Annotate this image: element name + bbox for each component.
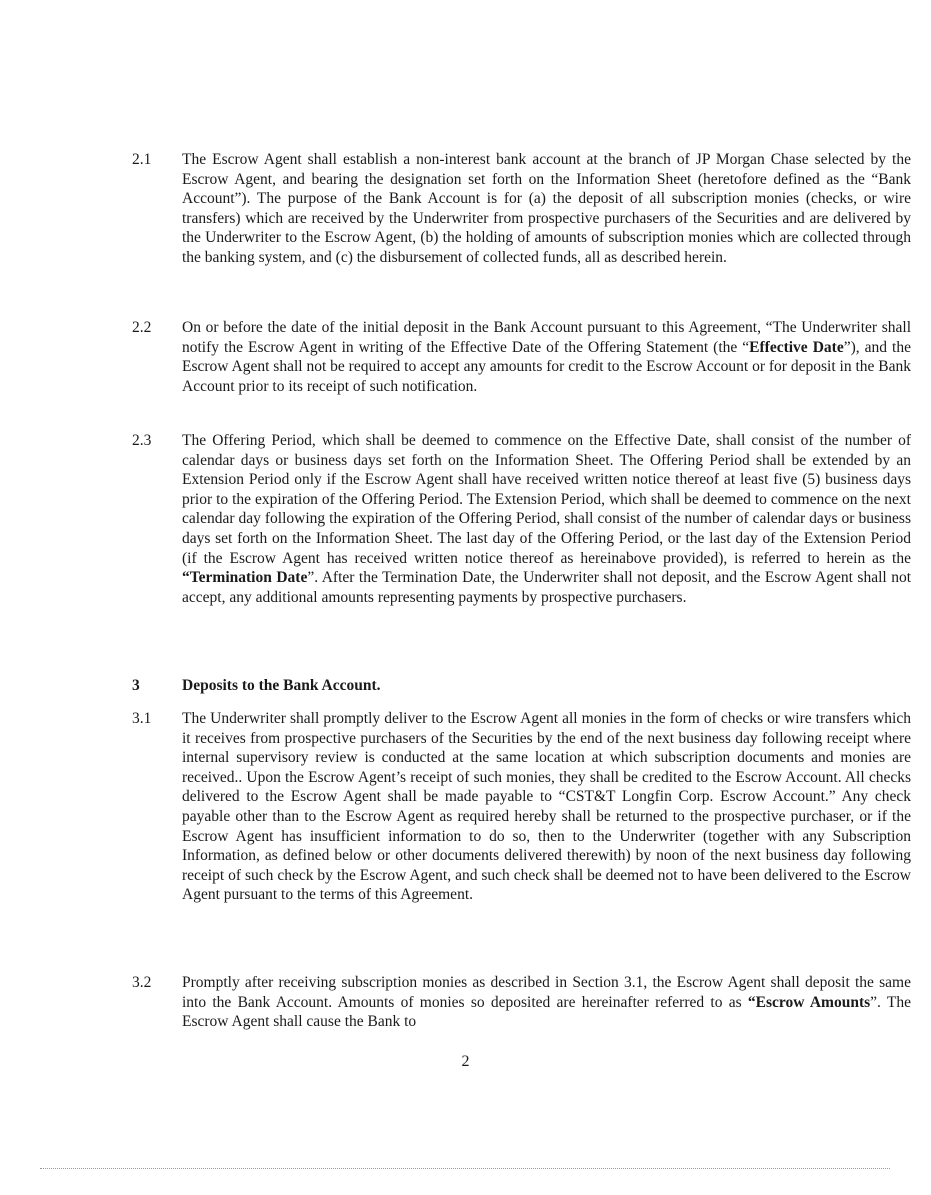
section-paragraph [182,318,911,396]
section-paragraph: The Escrow Agent shall establish a non-interest bank account at the branch of JP Morgan Chase selected by the Escrow Agent, and bearing the designation set forth on the Information Sheet (heretofore defined as the “Bank Account”). The purpose of the Bank Account is for (a) the deposit of all subscription monies (checks, or wire transfers) which are received by the Underwriter from prospective purchasers of the Securities and are delivered by the Underwriter to the Escrow Agent, (b) the holding of amounts of subscription monies which are collected through the banking system, and (c) the disbursement of collected funds, all as described herein. [182,151,911,266]
paragraph-text: Promptly after receiving subscription monies as described in Section 3.1, the Escrow Agent shall deposit the same into the Bank Account. Amounts of monies so deposited are hereinafter referred to as [182,974,911,1011]
defined-term: Effective Date [749,338,844,356]
paragraph-text: ”. The Escrow Agent shall cause the Bank to [182,993,911,1031]
defined-term: “Escrow Amounts [747,993,871,1011]
section-number: 2.3 [132,432,152,449]
section-number: 2.1 [132,151,152,168]
section-number: 3.1 [132,710,152,727]
section-heading: Deposits to the Bank Account. [182,677,381,694]
section-number: 3 [132,677,140,694]
paragraph-text: On or before the date of the initial deposit in the Bank Account pursuant to this Agreement, “The Underwriter shall notify the Escrow Agent in writing of the Effective Date of the Offering Statement (the “ [182,319,911,356]
section-paragraph [182,973,911,1032]
section-paragraph: The Underwriter shall promptly deliver to the Escrow Agent all monies in the form of checks or wire transfers which it receives from prospective purchasers of the Securities by the end of the next business day following receipt where internal supervisory review is conducted at the same location at which subscription documents and monies are received.. Upon the Escrow Agent’s receipt of such monies, they shall be credited to the Escrow Account. All checks delivered to the Escrow Agent shall be made payable to “CST&T Longfin Corp. Escrow Account.” Any check payable other than to the Escrow Agent as required hereby shall be returned to the prospective purchaser, or if the Escrow Agent has insufficient information to do so, then to the Underwriter (together with any Subscription Information, as defined below or other documents delivered therewith) by noon of the next business day following receipt of such check by the Escrow Agent, and such check shall be deemed not to have been delivered to the Escrow Agent pursuant to the terms of this Agreement. [182,710,911,904]
paragraph-text: The Offering Period, which shall be deemed to commence on the Effective Date, shall consist of the number of calendar days or business days set forth on the Information Sheet. The Offering Period shall be extended by an Extension Period only if the Escrow Agent shall have received written notice thereof at least five (5) business days prior to the expiration of the Offering Period. The Extension Period, which shall be deemed to commence on the next calendar day following the expiration of the Offering Period, shall consist of the number of calendar days or business days set forth on the Information Sheet. The last day of the Offering Period, or the last day of the Extension Period (if the Escrow Agent has received written notice thereof as hereinabove provided), is referred to herein as the [182,432,911,567]
paragraph-text: ”), and the Escrow Agent shall not be required to accept any amounts for credit to the Escrow Account or for deposit in the Bank Account prior to its receipt of such notification. [182,338,911,395]
paragraph-text: ”. After the Termination Date, the Underwriter shall not deposit, and the Escrow Agent shall not accept, any additional amounts representing payments by prospective purchasers. [182,569,911,606]
defined-term: “Termination Date [182,569,308,587]
section-number: 3.2 [132,974,152,991]
page-number: 2 [461,1053,470,1070]
scan-artifact-line [40,1168,890,1169]
section-number: 2.2 [132,319,152,336]
section-paragraph [182,431,911,607]
